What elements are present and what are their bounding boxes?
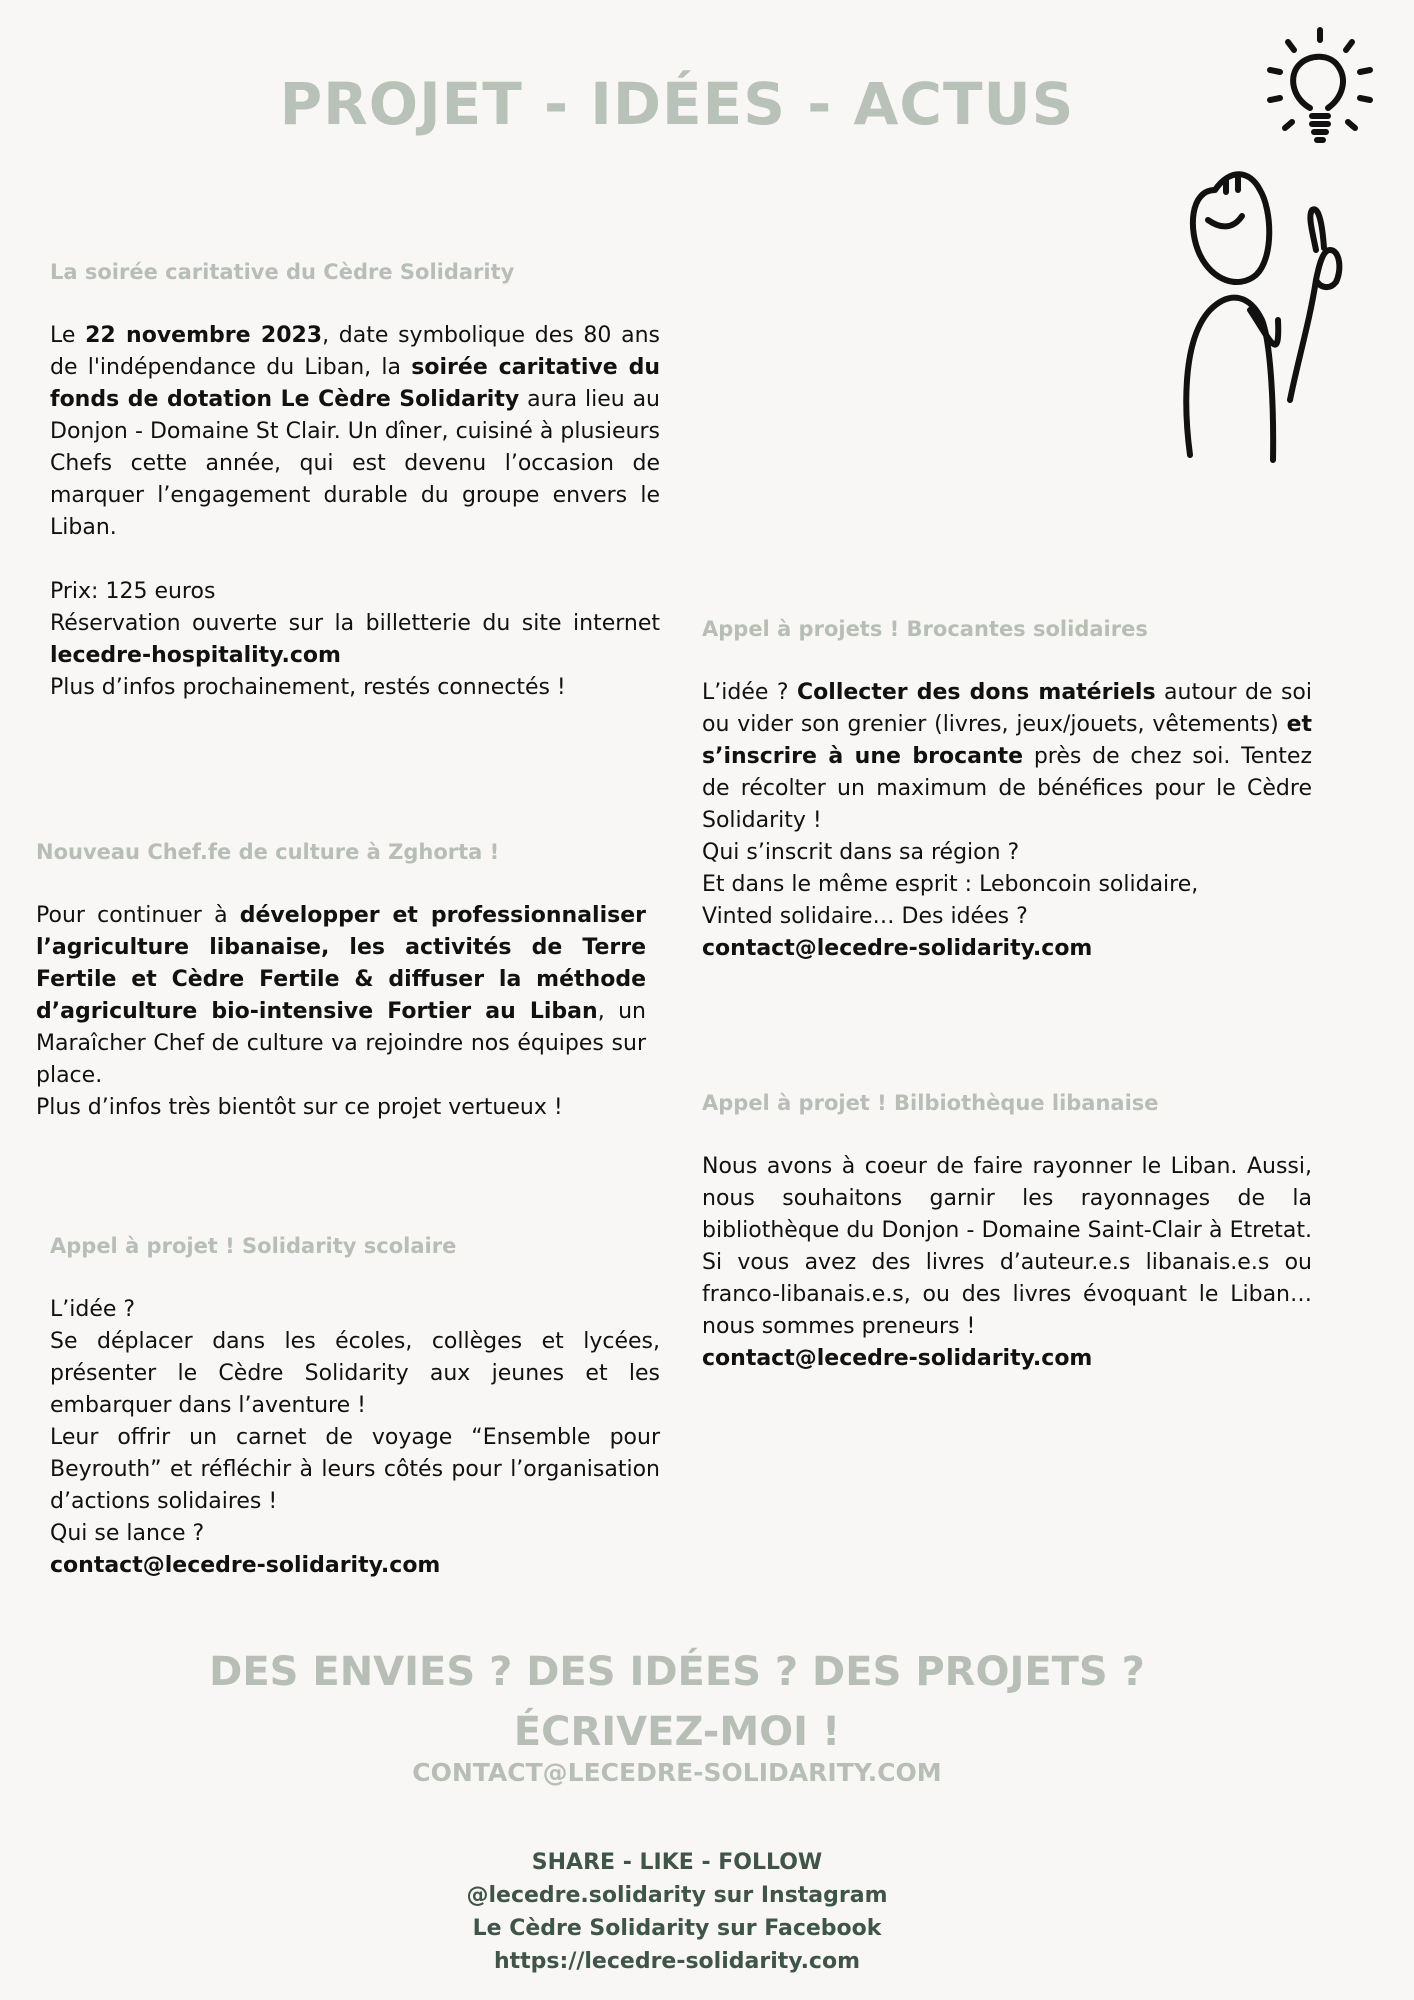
chef-highlight: développer et professionnaliser l’agriculture libanaise, les activités de Terre Fertile et Cèdre Fertile & diffuser la méthode d’agriculture bio-intensive Fortier au Liban: [36, 903, 646, 1024]
brocantes-email-link[interactable]: contact@lecedre-solidarity.com: [702, 936, 1093, 961]
soiree-text-2: , date symbolique des 80 ans de l'indépendance du Liban, la: [50, 323, 660, 380]
cta-line-2: ÉCRIVEZ-MOI !: [513, 1709, 841, 1755]
chef-more: Plus d’infos très bientôt sur ce projet vertueux !: [36, 1095, 563, 1120]
footer-share-like-follow: SHARE - LIKE - FOLLOW: [531, 1850, 823, 1875]
brocantes-section: [702, 613, 1312, 965]
brocantes-highlight-1: Collecter des dons matériels: [797, 680, 1156, 705]
cta-block: [0, 1642, 1354, 1762]
scolaire-paragraph-2: Leur offrir un carnet de voyage “Ensemble pour Beyrouth” et réfléchir à leurs côtés pour l’organisation d’actions solidaires !: [50, 1425, 660, 1514]
page-title: PROJET - IDÉES - ACTUS: [279, 70, 1075, 138]
soiree-reservation: [50, 608, 660, 672]
cta-email-link[interactable]: CONTACT@LECEDRE-SOLIDARITY.COM: [412, 1758, 942, 1787]
brocantes-highlight-2: et s’inscrire à une brocante: [702, 712, 1312, 769]
biblio-section: [702, 1087, 1312, 1375]
reservation-text: Réservation ouverte sur la billetterie du site internet: [50, 611, 660, 636]
brocantes-heading: Appel à projets ! Brocantes solidaires: [702, 617, 1148, 641]
biblio-heading: Appel à projet ! Bilbiothèque libanaise: [702, 1091, 1159, 1115]
soiree-text-3: aura lieu au Donjon - Domaine St Clair. Un dîner, cuisiné à plusieurs Chefs cette année, qui est devenu l’occasion de marquer l’engagement durable du groupe envers le Liban.: [50, 387, 661, 540]
chef-section: [36, 836, 646, 1124]
chef-text-2: , un Maraîcher Chef de culture va rejoindre nos équipes sur place.: [36, 999, 647, 1088]
brocantes-text-2: autour de soi ou vider son grenier (livres, jeux/jouets, vêtements): [702, 680, 1313, 737]
brocantes-line-2: Vinted solidaire… Des idées ?: [702, 904, 1028, 929]
soiree-paragraph: [50, 320, 660, 544]
scolaire-email-link[interactable]: contact@lecedre-solidarity.com: [50, 1553, 441, 1578]
soiree-text-1: Le: [50, 323, 86, 348]
soiree-heading: La soirée caritative du Cèdre Solidarity: [50, 260, 515, 284]
scolaire-question: Qui se lance ?: [50, 1521, 205, 1546]
reservation-link[interactable]: lecedre-hospitality.com: [50, 643, 341, 668]
chef-text-1: Pour continuer à: [36, 903, 240, 928]
brocantes-question: Qui s’inscrit dans sa région ?: [702, 840, 1020, 865]
soiree-section: [50, 256, 660, 704]
soiree-event-name: soirée caritative du fonds de dotation Le Cèdre Solidarity: [50, 355, 660, 412]
scolaire-section: [50, 1230, 660, 1582]
biblio-email-link[interactable]: contact@lecedre-solidarity.com: [702, 1346, 1093, 1371]
footer: [0, 1846, 1354, 1978]
brocantes-text-1: L’idée ?: [702, 680, 798, 705]
brocantes-line-1: Et dans le même esprit : Leboncoin solidaire,: [702, 872, 1199, 897]
lightbulb-person-illustration: [1170, 20, 1390, 470]
chef-paragraph: [36, 900, 646, 1092]
biblio-paragraph: Nous avons à coeur de faire rayonner le Liban. Aussi, nous souhaitons garnir les rayonnages de la bibliothèque du Donjon - Domaine Saint-Clair à Etretat. Si vous avez des livres d’auteur.e.s libanais.e.s ou franco-libanais.e.s, ou des livres évoquant le Liban… nous sommes preneurs !: [702, 1154, 1312, 1339]
footer-website-link[interactable]: https://lecedre-solidarity.com: [493, 1949, 861, 1974]
footer-instagram[interactable]: @lecedre.solidarity sur Instagram: [466, 1883, 888, 1908]
soiree-price: Prix: 125 euros: [50, 579, 216, 604]
scolaire-paragraph-1: Se déplacer dans les écoles, collèges et lycées, présenter le Cèdre Solidarity aux jeunes et les embarquer dans l’aventure !: [50, 1329, 660, 1418]
footer-facebook[interactable]: Le Cèdre Solidarity sur Facebook: [472, 1916, 882, 1941]
chef-heading: Nouveau Chef.fe de culture à Zghorta !: [36, 840, 500, 864]
scolaire-heading: Appel à projet ! Solidarity scolaire: [50, 1234, 457, 1258]
brocantes-text-3: près de chez soi. Tentez de récolter un maximum de bénéfices pour le Cèdre Solidarity !: [702, 744, 1312, 833]
brocantes-paragraph: [702, 677, 1312, 837]
soiree-date: 22 novembre 2023: [85, 323, 323, 348]
scolaire-idee: L’idée ?: [50, 1297, 136, 1322]
soiree-more: Plus d’infos prochainement, restés connectés !: [50, 675, 566, 700]
cta-line-1: DES ENVIES ? DES IDÉES ? DES PROJETS ?: [209, 1649, 1145, 1695]
